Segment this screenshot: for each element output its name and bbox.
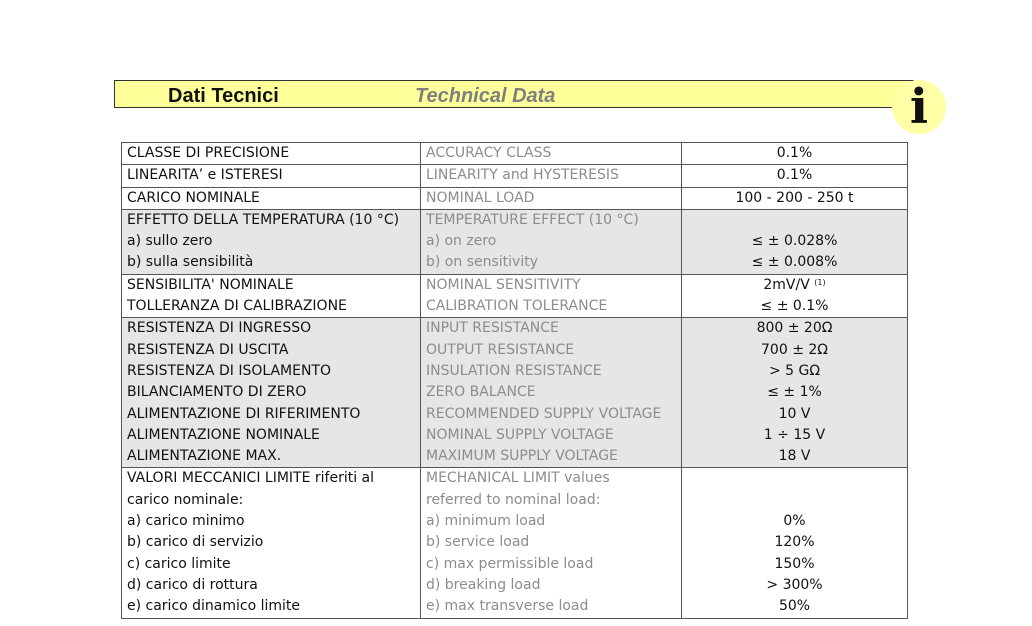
line: SENSIBILITA' NOMINALE <box>127 276 294 293</box>
title-italian: Dati Tecnici <box>168 85 279 107</box>
line: CALIBRATION TOLERANCE <box>426 298 608 315</box>
line: MECHANICAL LIMIT values <box>426 470 610 487</box>
line: NOMINAL SUPPLY VOLTAGE <box>426 426 614 443</box>
line: a) sullo zero <box>127 233 213 250</box>
line: b) on sensitivity <box>426 254 538 271</box>
table-row-linearity <box>122 165 908 187</box>
line: INSULATION RESISTANCE <box>426 362 602 379</box>
line: e) max transverse load <box>426 598 589 615</box>
line: 18 V <box>778 448 811 465</box>
line: > 5 GΩ <box>768 362 821 379</box>
line: ≤ ± 1% <box>767 384 822 401</box>
line: ALIMENTAZIONE NOMINALE <box>127 426 320 443</box>
table-row-nominal-load <box>122 187 908 209</box>
line <box>687 490 902 511</box>
label-en: NOMINAL LOAD <box>421 187 682 209</box>
label-it-group <box>122 209 421 274</box>
info-icon-letter: i <box>909 79 929 135</box>
table-row-accuracy <box>122 143 908 165</box>
line: TOLLERANZA DI CALIBRAZIONE <box>127 298 347 315</box>
line: RECOMMENDED SUPPLY VOLTAGE <box>426 405 662 422</box>
line: > 300% <box>766 576 823 593</box>
label-it-group <box>122 274 421 318</box>
line <box>687 468 902 489</box>
line: 800 ± 20Ω <box>756 320 833 337</box>
value-group <box>682 318 908 468</box>
line: ALIMENTAZIONE MAX. <box>127 448 282 465</box>
line: c) carico limite <box>127 555 231 572</box>
technical-data-table <box>121 142 908 619</box>
footnote-marker: (1) <box>814 277 826 287</box>
line: ≤ ± 0.008% <box>751 254 838 271</box>
title-english: Technical Data <box>415 85 556 107</box>
line: RESISTENZA DI USCITA <box>127 341 289 358</box>
line: carico nominale: <box>127 491 244 508</box>
line: b) sulla sensibilità <box>127 254 254 271</box>
label-en: ACCURACY CLASS <box>421 143 682 165</box>
line: d) carico di rottura <box>127 576 258 593</box>
line: a) carico minimo <box>127 513 245 530</box>
line: VALORI MECCANICI LIMITE riferiti al <box>127 470 375 487</box>
line: c) max permissible load <box>426 555 594 572</box>
value: 0.1% <box>682 143 908 165</box>
line: INPUT RESISTANCE <box>426 320 559 337</box>
value-group <box>682 468 908 618</box>
line: NOMINAL SENSITIVITY <box>426 276 581 293</box>
value-group <box>682 209 908 274</box>
label-it-group <box>122 318 421 468</box>
table-row-sensitivity <box>122 274 908 318</box>
label-it: LINEARITA’ e ISTERESI <box>122 165 421 187</box>
table-row-temperature <box>122 209 908 274</box>
label-en-group <box>421 274 682 318</box>
label-it: CLASSE DI PRECISIONE <box>122 143 421 165</box>
line: 150% <box>774 555 815 572</box>
table-row-electrical <box>122 318 908 468</box>
line: a) minimum load <box>426 513 546 530</box>
line: RESISTENZA DI ISOLAMENTO <box>127 362 332 379</box>
line: ≤ ± 0.1% <box>760 298 829 315</box>
line: 0% <box>783 513 806 530</box>
line: ALIMENTAZIONE DI RIFERIMENTO <box>127 405 361 422</box>
line: BILANCIAMENTO DI ZERO <box>127 384 307 401</box>
line <box>687 210 902 231</box>
line: d) breaking load <box>426 576 541 593</box>
line: TEMPERATURE EFFECT (10 °C) <box>426 211 639 228</box>
line: OUTPUT RESISTANCE <box>426 341 575 358</box>
line <box>687 275 902 296</box>
line: a) on zero <box>426 233 497 250</box>
line: referred to nominal load: <box>426 491 601 508</box>
value: 0.1% <box>682 165 908 187</box>
line: 120% <box>774 534 815 551</box>
line: MAXIMUM SUPPLY VOLTAGE <box>426 448 618 465</box>
value: 100 - 200 - 250 t <box>682 187 908 209</box>
line: ≤ ± 0.028% <box>751 233 838 250</box>
table-row-mechanical <box>122 468 908 618</box>
label-en: LINEARITY and HYSTERESIS <box>421 165 682 187</box>
line: EFFETTO DELLA TEMPERATURA (10 °C) <box>127 211 400 228</box>
line: ZERO BALANCE <box>426 384 536 401</box>
label-en-group <box>421 318 682 468</box>
line: RESISTENZA DI INGRESSO <box>127 320 312 337</box>
label-en-group <box>421 209 682 274</box>
line: e) carico dinamico limite <box>127 598 301 615</box>
line: b) carico di servizio <box>127 534 264 551</box>
label-it-group <box>122 468 421 618</box>
line: 1 ÷ 15 V <box>763 426 826 443</box>
label-en-group <box>421 468 682 618</box>
label-it: CARICO NOMINALE <box>122 187 421 209</box>
line: 50% <box>778 598 811 615</box>
line: 10 V <box>778 405 811 422</box>
line: 700 ± 2Ω <box>761 341 828 358</box>
line: b) service load <box>426 534 530 551</box>
sensitivity-value: 2mV/V <box>763 276 810 293</box>
value-group <box>682 274 908 318</box>
